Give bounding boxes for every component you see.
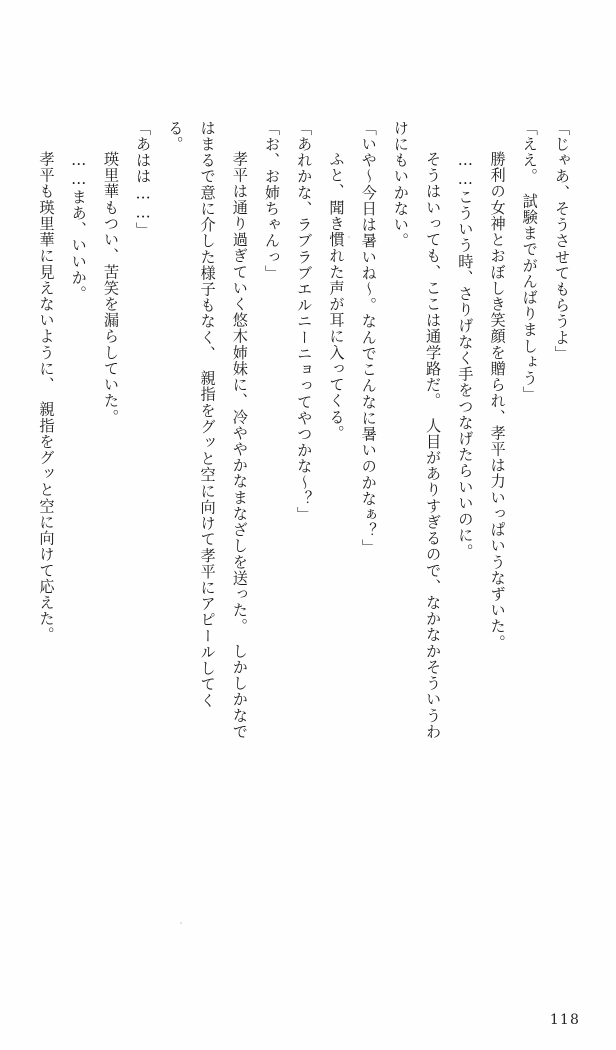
paragraph: 「あれかな、ラブラブエルニーニョってやつかな～？」 <box>295 120 314 523</box>
scan-speck <box>348 236 350 238</box>
paragraph: 孝平は通り過ぎていく悠木姉妹に、冷ややかなまなざしを送った。 しかしかなではまるで意に介した様子もなく、 親指をグッと空に向けて孝平にアピールしてくる。 <box>166 120 249 740</box>
page-number: 118 <box>549 1012 580 1028</box>
paragraph: ……こういう時、さりげなく手をつなげたらいいのに。 <box>456 135 475 560</box>
paragraph: 勝利の女神とおぼしき笑顔を贈られ、孝平は力いっぱいうなずいた。 <box>488 135 507 651</box>
paragraph: ふと、聞き慣れた声が耳に入ってくる。 <box>327 135 346 442</box>
paragraph: 「じゃあ、そうさせてもらうよ」 <box>553 120 571 362</box>
paragraph: 瑛里華もつい、苦笑を漏らしていた。 <box>101 135 120 426</box>
scan-speck <box>180 922 182 924</box>
paragraph: 「お、お姉ちゃんっ」 <box>263 120 282 282</box>
paragraph: 「あはは……」 <box>134 120 153 239</box>
paragraph: 孝平も瑛里華に見えないように、 親指をグッと空に向けて応えた。 <box>37 135 56 644</box>
vertical-text-body <box>38 120 578 740</box>
paragraph: 「ええ。 試験までがんばりましょう」 <box>520 120 539 403</box>
paragraph: そうはいっても、ここは通学路だ。 人目がありすぎるので、なかなかそういうわけにもいかない。 <box>391 120 443 740</box>
paragraph: ……まあ、いいか。 <box>69 135 88 302</box>
paragraph: 「いや～今日は暑いね～。なんでこんなに暑いのかなぁ？」 <box>359 120 378 556</box>
